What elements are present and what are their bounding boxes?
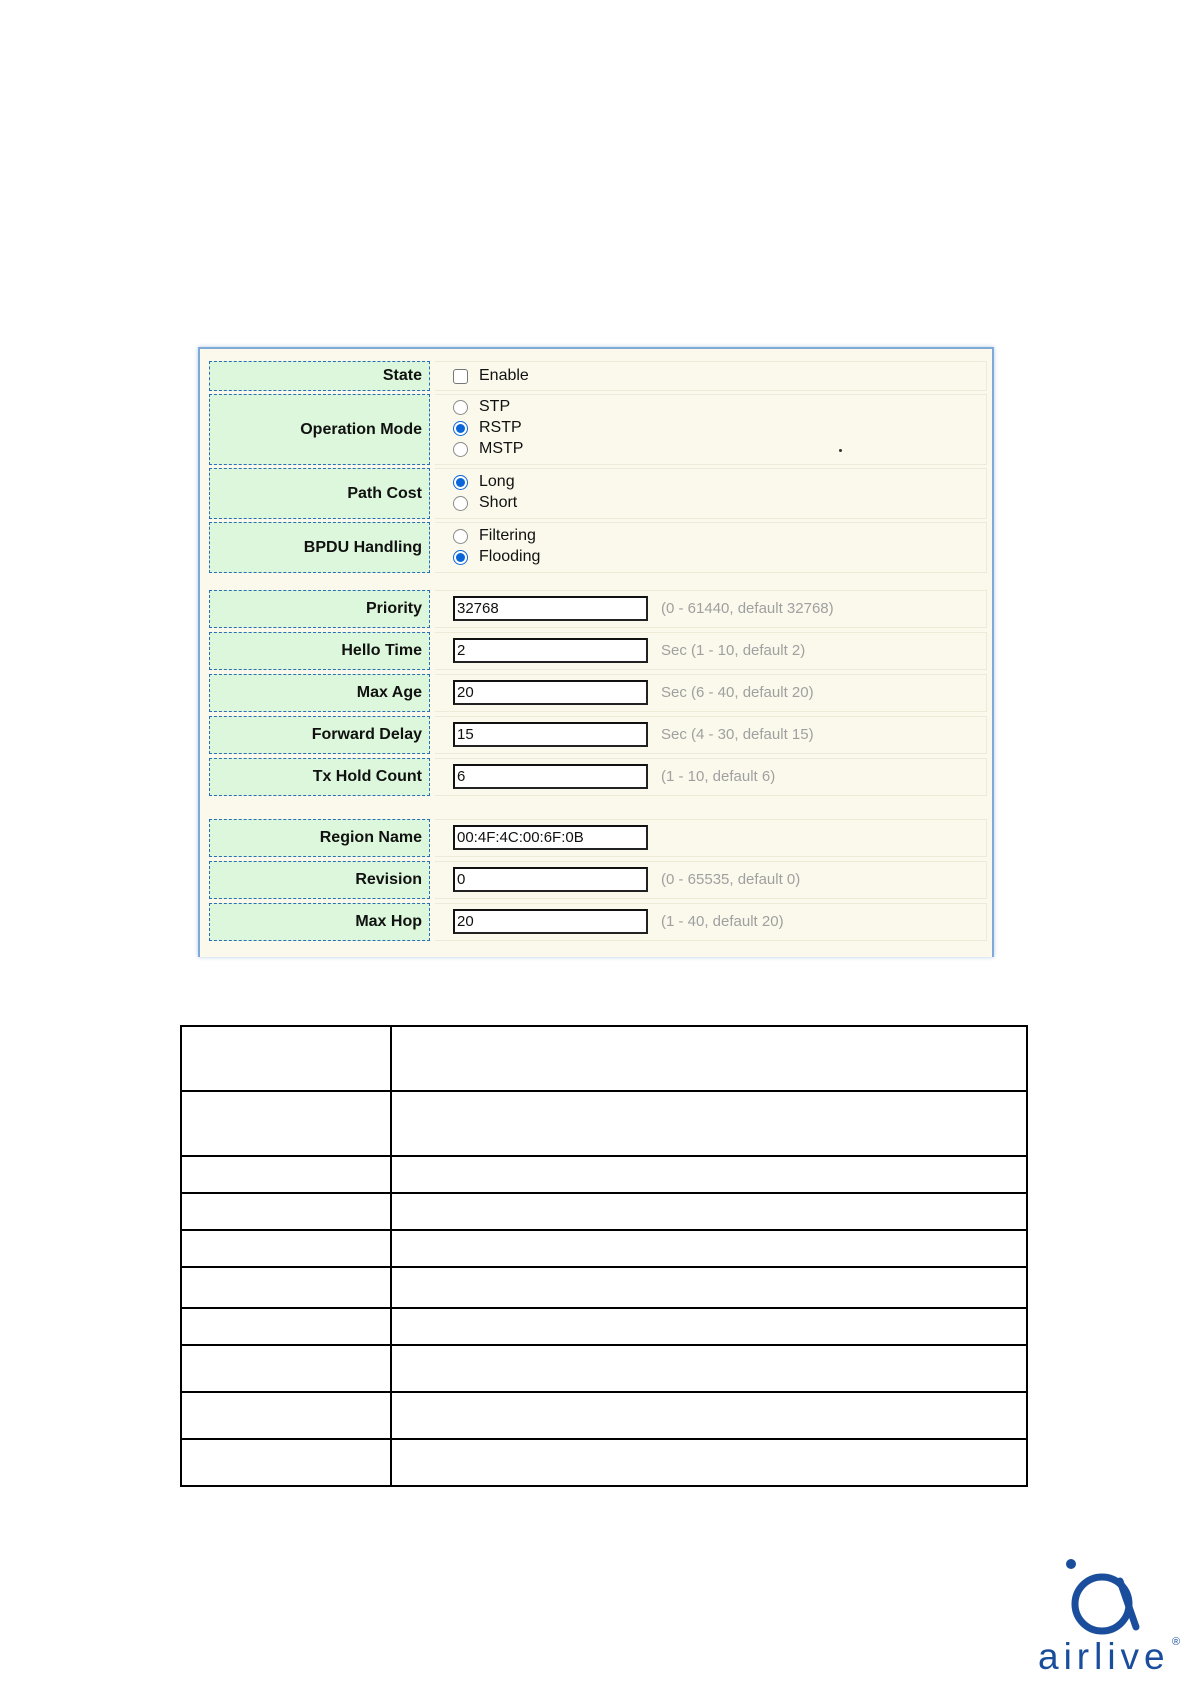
table-cell	[181, 1156, 391, 1193]
stp-settings-panel	[198, 347, 994, 957]
table-row	[181, 1308, 1027, 1345]
table-cell	[391, 1439, 1027, 1486]
table-cell	[391, 1392, 1027, 1439]
table-cell	[181, 1308, 391, 1345]
airlive-logo	[1030, 1555, 1180, 1677]
stp-radio-label: STP	[479, 398, 511, 415]
max-age-hint: Sec (6 - 40, default 20)	[661, 684, 814, 701]
flooding-radio[interactable]	[453, 550, 468, 565]
bpdu-handling-label: BPDU Handling	[209, 522, 430, 573]
path-cost-option-long[interactable]	[453, 472, 515, 492]
operation-mode-label: Operation Mode	[209, 394, 430, 465]
path-cost-value-cell	[435, 468, 987, 519]
hello-time-label: Hello Time	[209, 632, 430, 670]
table-cell	[391, 1308, 1027, 1345]
table-row	[181, 1439, 1027, 1486]
operation-mode-option-rstp[interactable]	[453, 418, 522, 438]
table-cell	[181, 1193, 391, 1230]
table-row	[181, 1345, 1027, 1392]
mstp-radio-label: MSTP	[479, 440, 524, 457]
table-cell	[181, 1091, 391, 1156]
enable-checkbox-label: Enable	[479, 367, 529, 384]
table-cell	[391, 1345, 1027, 1392]
max-age-input[interactable]	[453, 680, 648, 705]
table-row	[181, 1026, 1027, 1091]
logo-registered-mark: ®	[1172, 1636, 1180, 1648]
revision-hint: (0 - 65535, default 0)	[661, 871, 801, 888]
hello-time-row	[209, 632, 987, 670]
filtering-radio-label: Filtering	[479, 527, 536, 544]
bpdu-handling-row	[209, 522, 987, 573]
logo-text: airlive	[1038, 1636, 1170, 1677]
hello-time-hint: Sec (1 - 10, default 2)	[661, 642, 806, 659]
filtering-radio[interactable]	[453, 529, 468, 544]
state-row	[209, 361, 987, 391]
table-row	[181, 1193, 1027, 1230]
flooding-radio-label: Flooding	[479, 548, 541, 565]
table-row	[181, 1392, 1027, 1439]
max-age-label: Max Age	[209, 674, 430, 712]
max-hop-hint: (1 - 40, default 20)	[661, 913, 784, 930]
tx-hold-count-hint: (1 - 10, default 6)	[661, 768, 776, 785]
table-cell	[181, 1439, 391, 1486]
table-cell	[391, 1193, 1027, 1230]
priority-input[interactable]	[453, 596, 648, 621]
mstp-radio[interactable]	[453, 442, 468, 457]
long-radio[interactable]	[453, 475, 468, 490]
forward-delay-row	[209, 716, 987, 754]
bpdu-option-filtering[interactable]	[453, 526, 536, 546]
table-cell	[391, 1026, 1027, 1091]
table-cell	[181, 1267, 391, 1308]
path-cost-row	[209, 468, 987, 519]
region-name-row	[209, 819, 987, 857]
table-row	[181, 1156, 1027, 1193]
table-row	[181, 1267, 1027, 1308]
forward-delay-hint: Sec (4 - 30, default 15)	[661, 726, 814, 743]
long-radio-label: Long	[479, 473, 515, 490]
max-hop-input[interactable]	[453, 909, 648, 934]
table-cell	[391, 1267, 1027, 1308]
forward-delay-label: Forward Delay	[209, 716, 430, 754]
table-cell	[181, 1026, 391, 1091]
max-hop-row	[209, 903, 987, 941]
max-age-row	[209, 674, 987, 712]
tx-hold-count-row	[209, 758, 987, 796]
operation-mode-row	[209, 394, 987, 465]
stray-dot	[839, 449, 842, 452]
short-radio[interactable]	[453, 496, 468, 511]
revision-row	[209, 861, 987, 899]
bpdu-option-flooding[interactable]	[453, 547, 540, 567]
operation-mode-option-stp[interactable]	[453, 397, 510, 417]
table-cell	[391, 1156, 1027, 1193]
description-table	[180, 1025, 1028, 1487]
path-cost-option-short[interactable]	[453, 493, 517, 513]
revision-input[interactable]	[453, 867, 648, 892]
tx-hold-count-input[interactable]	[453, 764, 648, 789]
table-row	[181, 1091, 1027, 1156]
max-hop-label: Max Hop	[209, 903, 430, 941]
table-cell	[181, 1392, 391, 1439]
rstp-radio[interactable]	[453, 421, 468, 436]
forward-delay-input[interactable]	[453, 722, 648, 747]
table-cell	[181, 1230, 391, 1267]
priority-label: Priority	[209, 590, 430, 628]
region-name-label: Region Name	[209, 819, 430, 857]
priority-hint: (0 - 61440, default 32768)	[661, 600, 834, 617]
operation-mode-option-mstp[interactable]	[453, 439, 523, 459]
tx-hold-count-label: Tx Hold Count	[209, 758, 430, 796]
path-cost-label: Path Cost	[209, 468, 430, 519]
enable-checkbox[interactable]	[453, 369, 468, 384]
table-cell	[391, 1091, 1027, 1156]
state-label: State	[209, 361, 430, 391]
rstp-radio-label: RSTP	[479, 419, 522, 436]
priority-row	[209, 590, 987, 628]
state-enable-option[interactable]	[453, 366, 529, 386]
table-cell	[391, 1230, 1027, 1267]
stp-radio[interactable]	[453, 400, 468, 415]
revision-label: Revision	[209, 861, 430, 899]
table-cell	[181, 1345, 391, 1392]
table-row	[181, 1230, 1027, 1267]
short-radio-label: Short	[479, 494, 518, 511]
region-name-input[interactable]	[453, 825, 648, 850]
hello-time-input[interactable]	[453, 638, 648, 663]
